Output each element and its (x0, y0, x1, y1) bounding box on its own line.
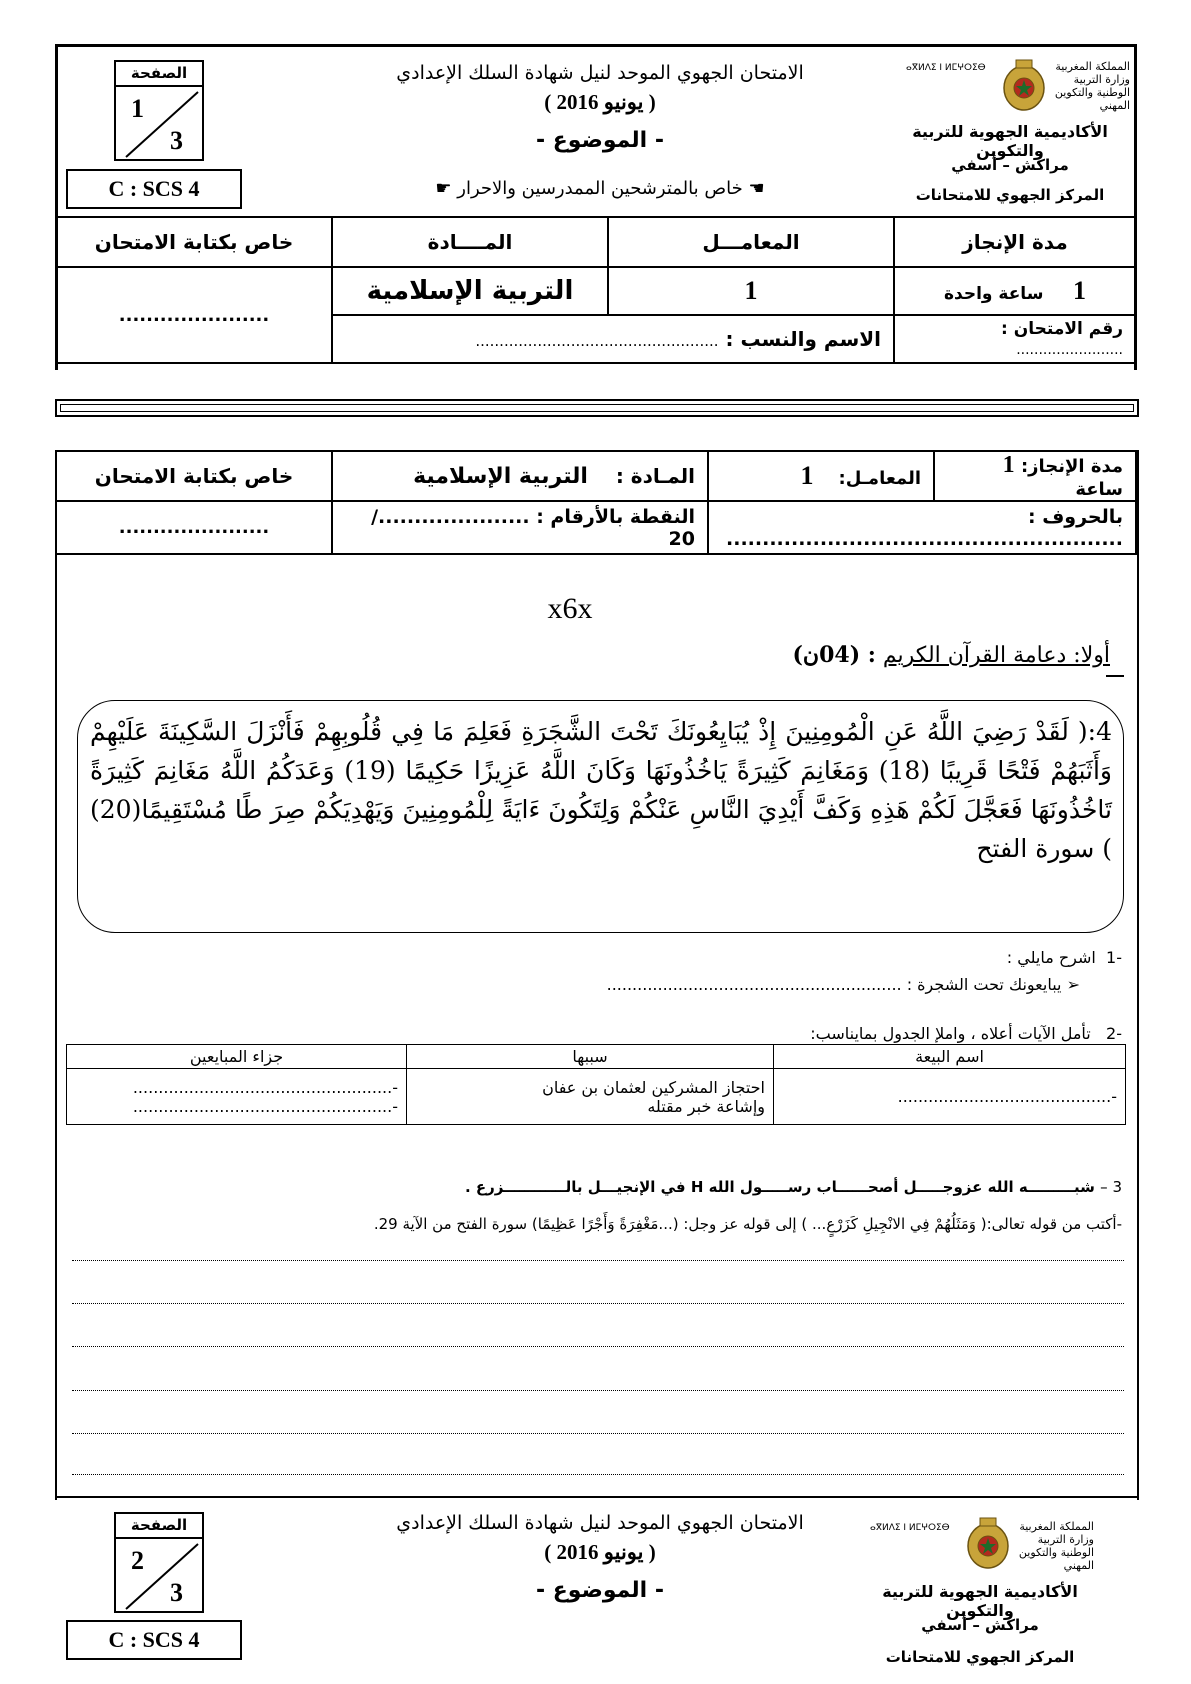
duration-number-2: 1 (1002, 452, 1015, 478)
question-1 (800, 948, 1122, 967)
coefficient-value: 1 (608, 267, 894, 315)
separator-bar (55, 399, 1139, 417)
header-border-top (55, 44, 1137, 47)
exam-title: الامتحان الجهوي الموحد لنيل شهادة السلك الإعدادي (396, 62, 804, 84)
exam-center-name: المركز الجهوي للامتحانات (915, 186, 1105, 204)
section-title (700, 642, 1110, 668)
page-indicator (114, 60, 204, 161)
grade-numeric-field[interactable]: النقطة بالأرقام : ...................../ 20 (332, 501, 708, 554)
col-header-cause: سببها (407, 1045, 774, 1069)
page-total-2: 3 (170, 1578, 183, 1607)
cause-line-2: وإشاعة خبر مقتله (647, 1096, 765, 1116)
reward-answer[interactable] (67, 1069, 407, 1125)
academy-name-2: الأكاديمية الجهوية للتربية والتكوين (882, 1582, 1078, 1620)
question-1-text: اشرح مايلي : (1006, 948, 1096, 967)
exam-writing-field-2[interactable] (56, 501, 332, 554)
candidates-text: خاص بالمترشحين الممدرسين والاحرار (457, 178, 743, 199)
cause-line-1: احتجاز المشركين لعثمان بن عفان (542, 1077, 765, 1097)
question-3-number: 3 – (1100, 1178, 1122, 1196)
answer-line[interactable] (72, 1433, 1124, 1434)
exam-info-table (55, 216, 1137, 364)
subject-header: المــــادة (332, 217, 608, 267)
cause-cell (407, 1069, 774, 1125)
subject-code-2: C : SCS 4 (66, 1620, 242, 1660)
coefficient-cell-2 (708, 451, 934, 501)
tifinagh-text-2: ⴰⴳⵍⴷⵉ ⵏ ⵍⵎⵖⵔⵉⴱ (870, 1523, 950, 1533)
subject-label-2: المـادة : (615, 463, 695, 488)
exam-writing-dots: ...................... (118, 304, 270, 326)
reward-line-1: -................................................... (132, 1077, 398, 1097)
page-number: 1 (131, 94, 144, 123)
candidate-name-dots: ................................................... (475, 332, 719, 350)
exam-writing-dots-2: ...................... (118, 517, 270, 538)
exam-number-field[interactable] (894, 315, 1136, 363)
duration-unit-2: ساعة (1075, 479, 1123, 500)
col-header-pledge-name: اسم البيعة (774, 1045, 1126, 1069)
subject-value-2: التربية الإسلامية (413, 463, 588, 489)
coefficient-value-2: 1 (800, 461, 814, 490)
question-3-instruction: -أكتب من قوله تعالى:( وَمَثَلُهُمْ فِي الانْجِيلِ كَزَرْعٍ... ) إلى قوله عز وجل: (...مَغْفِرَةً وَأَجْرًا عَظِيمًا) سورة الفتح من الآية 29. (373, 1215, 1122, 1233)
exam-session-2: ( يونيو 2016 ) (544, 1540, 656, 1564)
grading-table (55, 450, 1137, 555)
coat-of-arms-logo-2 (966, 1516, 1010, 1572)
kingdom-ministry-text-2 (1014, 1520, 1094, 1572)
duration-unit: ساعة واحدة (943, 284, 1044, 304)
pledge-table (66, 1044, 1126, 1125)
duration-cell-2 (934, 451, 1136, 501)
pledge-name-answer[interactable] (774, 1069, 1126, 1125)
page-label: الصفحة (130, 64, 188, 82)
arrow-bullet-icon: ➢ (1061, 975, 1080, 994)
page-indicator-2 (114, 1512, 204, 1613)
coefficient-header: المعامـــل (608, 217, 894, 267)
question-2 (700, 1024, 1122, 1043)
exam-writing-header: خاص بكتابة الامتحان (56, 217, 332, 267)
subject-value: التربية الإسلامية (332, 267, 608, 315)
bismillah: x6x (547, 592, 593, 625)
question-2-number: -2 (1106, 1024, 1122, 1043)
question-1-item-text: يبايعونك تحت الشجرة : .......................................................... (606, 975, 1062, 994)
page-label-2: الصفحة (130, 1516, 188, 1534)
grade-letters-field[interactable]: بالحروف : ....................................................... (708, 501, 1136, 554)
exam-center-name-2: المركز الجهوي للامتحانات (885, 1648, 1075, 1666)
ministry-name-2: وزارة التربية الوطنية والتكوين المهني (1018, 1533, 1094, 1572)
exam-session: ( يونيو 2016 ) (544, 90, 656, 114)
header-2-border-top (55, 1496, 1137, 1498)
exam-title-2: الامتحان الجهوي الموحد لنيل شهادة السلك الإعدادي (396, 1512, 804, 1534)
answer-line[interactable] (72, 1346, 1124, 1347)
region-name-2: مراكش – أسفي (921, 1616, 1039, 1634)
duration-number: 1 (1073, 276, 1087, 305)
page-total: 3 (170, 126, 183, 155)
page-number-2: 2 (131, 1546, 144, 1575)
section-dash (1106, 675, 1124, 677)
question-3 (380, 1178, 1122, 1196)
duration-label-2: مدة الإنجاز: (1020, 456, 1123, 477)
pointing-hand-right-icon: ☛ (435, 178, 458, 199)
exam-number-label: رقم الامتحان : (1001, 319, 1123, 339)
question-3-text: شبـــــــــه الله عزوجـــــل أصحــــــاب رســـــول الله H في الإنجيـــل بالــــــــــــزرع . (464, 1178, 1095, 1196)
kingdom-ministry-text (1050, 60, 1130, 112)
section-points: : (04ن) (792, 642, 876, 668)
pledge-name-dots: -.......................................... (897, 1087, 1117, 1106)
coat-of-arms-logo (1002, 58, 1046, 114)
candidate-name-label: الاسم والنسب : (725, 327, 881, 351)
quran-verses: 4:( لَقَدْ رَضِيَ اللَّهُ عَنِ الْمُومِنِينَ إِذْ يُبَايِعُونَكَ تَحْتَ الشَّجَرَةِ فَعَلِمَ مَا فِي قُلُوبِهِمْ فَأَنْزَلَ السَّكِينَةَ عَلَيْهِمْ وَأَثَبَهُمْ فَتْحًا قَرِيبًا (18) وَمَغَانِمَ كَثِيرَةً يَاخُذُونَهَا وَكَانَ اللَّهُ عَزِيزًا حَكِيمًا (19) وَعَدَكُمُ اللَّهُ مَغَانِمَ كَثِيرَةً تَاخُذُونَهَا فَعَجَّلَ لَكُمْ هَذِهِ وَكَفَّ أَيْدِيَ النَّاسِ عَنْكُمْ وَلِتَكُونَ ءَايَةً لِلْمُومِنِينَ وَيَهْدِيَكُمْ صِرَ طًا مُسْتَقِيمًا(20) ) سورة الفتح (90, 717, 1112, 863)
subject-cell-2 (332, 451, 708, 501)
exam-writing-field[interactable] (56, 267, 332, 363)
question-1-item[interactable] (180, 975, 1080, 994)
answer-line[interactable] (72, 1303, 1124, 1304)
question-1-number: -1 (1106, 948, 1122, 967)
duration-header: مدة الإنجاز (894, 217, 1136, 267)
subject-label-2b: - الموضوع - (535, 1578, 664, 1603)
region-name: مراكش – أسفي (951, 156, 1069, 174)
candidate-name-field[interactable] (332, 315, 894, 363)
answer-line[interactable] (72, 1390, 1124, 1391)
kingdom-name: المملكة المغربية (1055, 60, 1130, 73)
duration-value (894, 267, 1136, 315)
kingdom-name-2: المملكة المغربية (1019, 1520, 1094, 1533)
answer-line[interactable] (72, 1260, 1124, 1261)
section-title-text: أولا: دعامة القرآن الكريم (882, 643, 1110, 668)
ministry-name: وزارة التربية الوطنية والتكوين المهني (1054, 73, 1130, 112)
pointing-hand-left-icon: ☚ (742, 178, 765, 199)
subject-code: C : SCS 4 (66, 169, 242, 209)
answer-line[interactable] (72, 1474, 1124, 1475)
exam-writing-header-2: خاص بكتابة الامتحان (56, 451, 332, 501)
exam-number-dots: ........................ (1016, 342, 1123, 358)
subject-label: - الموضوع - (535, 128, 664, 153)
col-header-reward: جزاء المبايعين (67, 1045, 407, 1069)
coefficient-label-2: المعامـل: (838, 468, 921, 489)
candidates-note (410, 178, 790, 199)
academy-name: الأكاديمية الجهوية للتربية والتكوين (912, 122, 1108, 160)
question-2-text: تأمل الآيات أعلاه ، واملإ الجدول بمايناسب: (810, 1024, 1091, 1043)
tifinagh-text: ⴰⴳⵍⴷⵉ ⵏ ⵍⵎⵖⵔⵉⴱ (906, 63, 986, 73)
reward-line-2: -................................................... (132, 1096, 398, 1116)
